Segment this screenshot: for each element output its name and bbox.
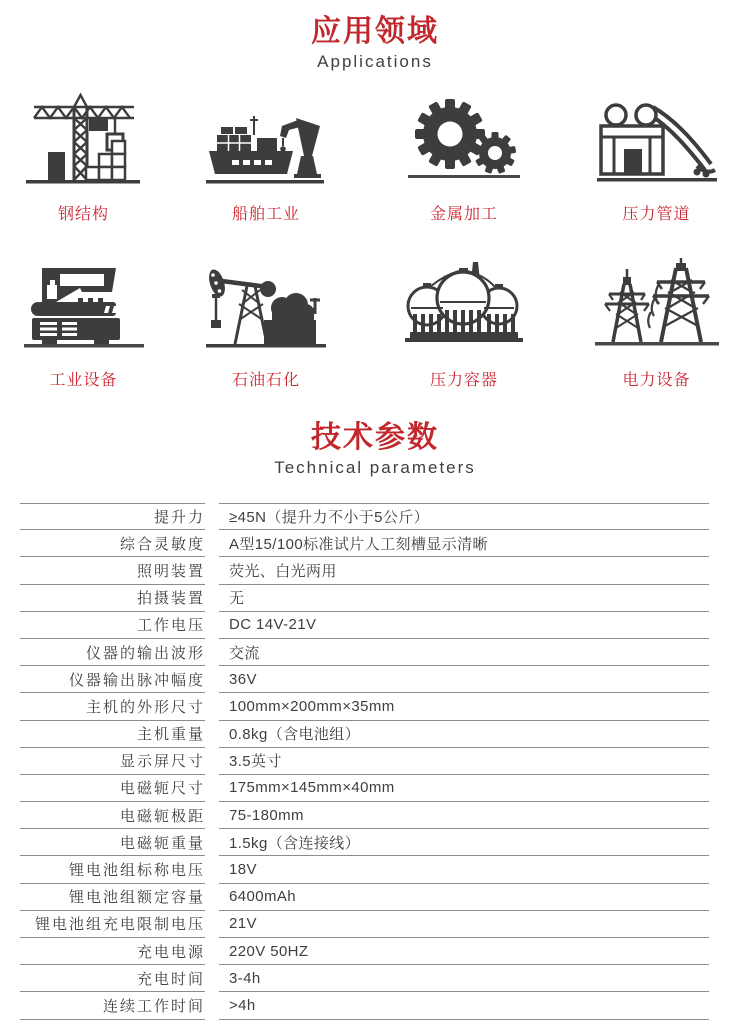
spec-row xyxy=(20,911,709,938)
spec-row xyxy=(20,693,709,720)
spec-label: 锂电池组充电限制电压 xyxy=(20,911,205,938)
specs-subtitle: Technical parameters xyxy=(274,458,476,477)
spec-label: 电磁轭极距 xyxy=(20,802,205,829)
spec-label: 仪器的输出波形 xyxy=(20,639,205,666)
spec-label: 连续工作时间 xyxy=(20,992,205,1019)
spec-row xyxy=(20,829,709,856)
power-towers-icon xyxy=(591,258,723,358)
spec-label: 照明装置 xyxy=(20,557,205,584)
spec-value: 0.8kg（含电池组） xyxy=(219,721,709,748)
spec-label: 拍摄装置 xyxy=(20,585,205,612)
application-label: 压力容器 xyxy=(429,372,498,389)
application-label: 电力设备 xyxy=(622,372,691,389)
spec-value: 无 xyxy=(219,585,709,612)
spec-row xyxy=(20,992,709,1019)
application-item-pressure-pipeline xyxy=(563,92,750,224)
spec-row xyxy=(20,748,709,775)
application-label: 钢结构 xyxy=(57,206,109,223)
spec-row xyxy=(20,802,709,829)
spec-row xyxy=(20,503,709,530)
spec-label: 充电电源 xyxy=(20,938,205,965)
tower-crane-icon xyxy=(18,92,150,192)
spec-value: 36V xyxy=(219,666,709,693)
applications-grid xyxy=(0,92,750,390)
spec-label: 锂电池组标称电压 xyxy=(20,856,205,883)
spec-value: 3.5英寸 xyxy=(219,748,709,775)
application-label: 工业设备 xyxy=(49,372,118,389)
pressure-vessel-icon xyxy=(398,258,530,358)
application-item-metal-processing xyxy=(365,92,563,224)
spec-value: 交流 xyxy=(219,639,709,666)
specs-section xyxy=(0,420,750,1020)
spec-value: DC 14V-21V xyxy=(219,612,709,639)
spec-value: A型15/100标准试片人工刻槽显示清晰 xyxy=(219,530,709,557)
application-item-shipbuilding xyxy=(167,92,365,224)
spec-label: 充电时间 xyxy=(20,965,205,992)
spec-label: 主机重量 xyxy=(20,721,205,748)
spec-value: >4h xyxy=(219,992,709,1019)
application-label: 金属加工 xyxy=(429,206,498,223)
application-label: 石油石化 xyxy=(231,372,300,389)
spec-row xyxy=(20,530,709,557)
spec-row xyxy=(20,666,709,693)
ship-crane-icon xyxy=(200,92,332,192)
spec-label: 综合灵敏度 xyxy=(20,530,205,557)
spec-row xyxy=(20,775,709,802)
gears-icon xyxy=(398,92,530,192)
application-item-pressure-vessel xyxy=(365,258,563,390)
application-item-steel-structure xyxy=(0,92,167,224)
spec-value: 75-180mm xyxy=(219,802,709,829)
spec-label: 电磁轭尺寸 xyxy=(20,775,205,802)
spec-label: 显示屏尺寸 xyxy=(20,748,205,775)
spec-value: 荧光、白光两用 xyxy=(219,557,709,584)
spec-label: 锂电池组额定容量 xyxy=(20,884,205,911)
industrial-machine-icon xyxy=(18,258,150,358)
spec-value: 21V xyxy=(219,911,709,938)
spec-label: 仪器输出脉冲幅度 xyxy=(20,666,205,693)
spec-value: ≥45N（提升力不小于5公斤） xyxy=(219,503,709,530)
spec-row xyxy=(20,585,709,612)
spec-label: 主机的外形尺寸 xyxy=(20,693,205,720)
spec-label: 电磁轭重量 xyxy=(20,829,205,856)
spec-row xyxy=(20,938,709,965)
spec-row xyxy=(20,856,709,883)
spec-value: 175mm×145mm×40mm xyxy=(219,775,709,802)
spec-value: 6400mAh xyxy=(219,884,709,911)
spec-value: 18V xyxy=(219,856,709,883)
spec-label: 提升力 xyxy=(20,503,205,530)
application-label: 压力管道 xyxy=(622,206,691,223)
spec-value: 220V 50HZ xyxy=(219,938,709,965)
spec-value: 100mm×200mm×35mm xyxy=(219,693,709,720)
spec-value: 1.5kg（含连接线） xyxy=(219,829,709,856)
spec-row xyxy=(20,884,709,911)
spec-row xyxy=(20,965,709,992)
application-label: 船舶工业 xyxy=(231,206,300,223)
applications-subtitle: Applications xyxy=(317,52,433,71)
spec-row xyxy=(20,557,709,584)
applications-title: 应用领域 xyxy=(311,15,439,48)
spec-row xyxy=(20,639,709,666)
spec-row xyxy=(20,612,709,639)
spec-row xyxy=(20,721,709,748)
specs-title: 技术参数 xyxy=(311,421,439,454)
applications-section xyxy=(0,0,750,390)
oil-pump-icon xyxy=(200,258,332,358)
application-item-petrochemical xyxy=(167,258,365,390)
application-item-power-equipment xyxy=(563,258,750,390)
application-item-industrial-equipment xyxy=(0,258,167,390)
spec-label: 工作电压 xyxy=(20,612,205,639)
spec-value: 3-4h xyxy=(219,965,709,992)
pressure-pipeline-icon xyxy=(591,92,723,192)
spec-table xyxy=(20,503,709,1020)
